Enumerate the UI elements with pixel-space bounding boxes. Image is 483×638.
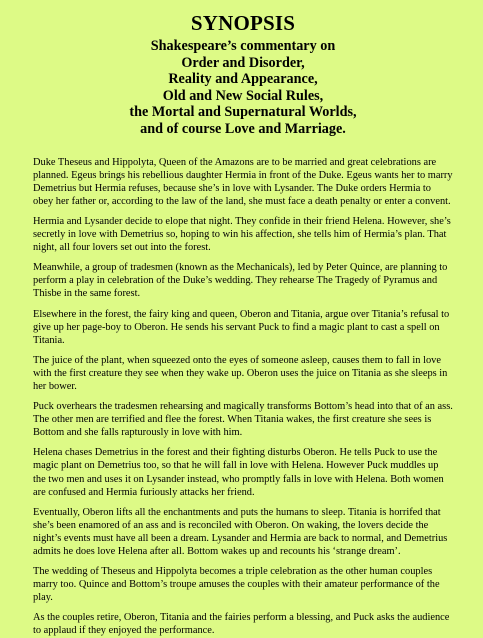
synopsis-body (33, 156, 453, 638)
paragraph: As the couples retire, Oberon, Titania and the fairies perform a blessing, and Puck asks the audience to applaud if they enjoyed the performance. (33, 612, 450, 637)
page-title: SYNOPSIS (190, 11, 296, 35)
paragraph: Puck overhears the tradesmen rehearsing and magically transforms Bottom’s head into that of an ass. The other men are terrified and flee the forest. When Titania wakes, the first creature she sees is Bottom and she falls rapturously in love with him. (33, 401, 453, 439)
paragraph: The juice of the plant, when squeezed onto the eyes of someone asleep, causes them to fall in love with the first creature they see when they wake up. Oberon uses the juice on Titania as she sleeps in her bower. (33, 354, 448, 392)
subtitle-line: Reality and Appearance, (168, 71, 318, 88)
paragraph: Elsewhere in the forest, the fairy king and queen, Oberon and Titania, argue over Titania’s refusal to give up her page-boy to Oberon. He sends his servant Puck to find a magic plant to cast a spell on Titania. (33, 308, 450, 346)
subtitle-line: and of course Love and Marriage. (140, 120, 346, 137)
subtitle-line: Old and New Social Rules, (162, 87, 324, 104)
subtitle-line: Shakespeare’s commentary on (150, 38, 336, 54)
paragraph: Eventually, Oberon lifts all the enchantments and puts the humans to sleep. Titania is horrifed that she’s been enamored of an ass and is reconciled with Oberon. On waking, the lovers decide the night’s events must have all been a dream. Lysander and Hermia are back to normal, and Demetrius admits he does love Helena after all. Bottom wakes up and recounts his ‘strange dream’. (33, 506, 448, 557)
paragraph: Hermia and Lysander decide to elope that night. They confide in their friend Helena. However, she’s secretly in love with Demetrius so, hoping to win his affection, she tells him of Hermia’s plan. That night, all four lovers set out into the forest. (33, 215, 451, 254)
subtitle-line: Order and Disorder, (181, 54, 305, 71)
paragraph: The wedding of Theseus and Hippolyta becomes a triple celebration as the other human couples marry too. Quince and Bottom’s troupe amuses the couples with their amateur performance of the play. (33, 566, 440, 604)
subtitle-line: the Mortal and Supernatural Worlds, (129, 104, 357, 121)
paragraph: Helena chases Demetrius in the forest and their fighting disturbs Oberon. He tells Puck to use the magic plant on Demetrius too, so that he will fall in love with Helena. However Puck muddles up the two men and uses it on Lysander instead, who promptly falls in love with Helena. Both women are confused and Hermia furiously attacks her friend. (33, 447, 444, 498)
paragraph: Duke Theseus and Hippolyta, Queen of the Amazons are to be married and great celebrations are planned. Egeus brings his rebellious daughter Hermia in front of the Duke. Egeus wants her to marry Demetrius but Hermia refuses, because she’s in love with Lysander. The Duke orders Hermia to obey her father or, according to the law of the land, she must face a death penalty or enter a convent. (33, 156, 453, 207)
paragraph: Meanwhile, a group of tradesmen (known as the Mechanicals), led by Peter Quince, are planning to perform a play in celebration of the Duke’s wedding. They rehearse The Tragedy of Pyramus and Thisbe in the same forest. (33, 262, 448, 300)
subtitle (33, 38, 453, 138)
